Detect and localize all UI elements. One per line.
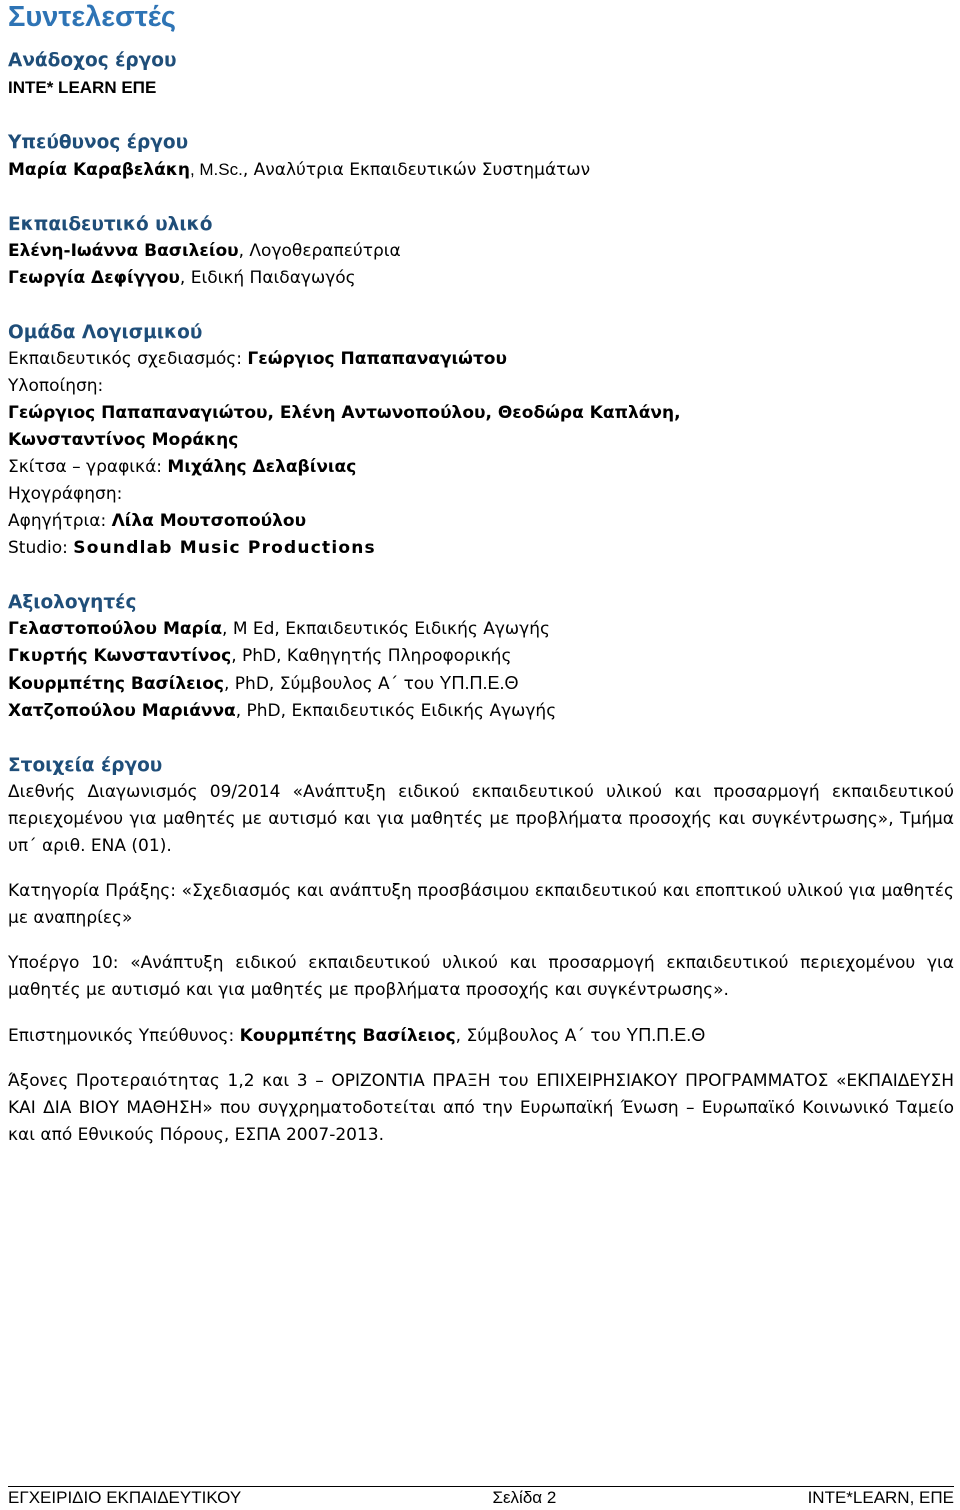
evaluator-name: Γκυρτής Κωνσταντίνος: [8, 646, 232, 666]
evaluator-4: [8, 698, 954, 725]
evaluator-details: , M Ed, Εκπαιδευτικός Ειδικής Αγωγής: [222, 619, 550, 639]
person-role: , Ειδική Παιδαγωγός: [179, 268, 356, 288]
scientific-manager-label: Επιστημονικός Υπεύθυνος:: [8, 1026, 240, 1046]
evaluators-heading: Αξιολογητές: [8, 592, 137, 613]
person-name: Ελένη-Ιωάννα Βασιλείου: [8, 241, 239, 261]
project-details-heading: Στοιχεία έργου: [8, 755, 163, 776]
project-manager-degree: , M.Sc.: [189, 160, 243, 179]
design-line: [8, 346, 954, 373]
educational-material-person-1: [8, 238, 954, 265]
footer-right: INTE*LEARN, ΕΠΕ: [807, 1488, 954, 1507]
subproject-paragraph: Υποέργο 10: «Ανάπτυξη ειδικού εκπαιδευτικού υλικού και προσαρμογή εκπαιδευτικού περιεχομένου για μαθητές με αυτισμό και για μαθητές με προβλήματα προσοχής και συγκέντρωσης».: [8, 953, 954, 1000]
evaluator-3: [8, 670, 954, 698]
footer-left: ΕΓΧΕΙΡΙΔΙΟ ΕΚΠΑΙΔΕΥΤΙΚΟΥ: [8, 1488, 242, 1507]
page-title: Συντελεστές: [8, 1, 176, 33]
evaluator-name: Γελαστοπούλου Μαρία: [8, 619, 223, 639]
evaluator-details: , PhD, Καθηγητής Πληροφορικής: [231, 646, 512, 666]
project-manager-name: Μαρία Καραβελάκη: [8, 160, 190, 180]
evaluator-name: Χατζοπούλου Μαριάννα: [8, 701, 236, 721]
studio-line: [8, 535, 954, 562]
narrator-label: Αφηγήτρια:: [8, 511, 112, 531]
contractor-heading: Ανάδοχος έργου: [8, 50, 177, 71]
section-contractor: [8, 47, 954, 102]
section-software-team: [8, 319, 954, 562]
evaluator-name: Κουρμπέτης Βασίλειος: [8, 674, 224, 694]
project-manager-line: [8, 156, 954, 184]
project-manager-heading: Υπεύθυνος έργου: [8, 132, 189, 153]
studio-name: Soundlab Music Productions: [73, 538, 376, 558]
evaluator-org: ΥΠ.Π.Ε.Θ: [439, 673, 519, 693]
evaluator-details: , PhD, Εκπαιδευτικός Ειδικής Αγωγής: [235, 701, 557, 721]
section-project-details: [8, 752, 954, 1149]
section-educational-material: [8, 211, 954, 292]
tender-paragraph: Διεθνής Διαγωνισμός 09/2014 «Ανάπτυξη ειδικού εκπαιδευτικού υλικού και προσαρμογή εκπαιδευτικού περιεχομένου για μαθητές με αυτισμό και για μαθητές με προβλήματα προσοχής και συγκέντρωσης», Τμήμα υπ΄ αριθ. ΕΝΑ (01).: [8, 782, 954, 856]
audio-label: Ηχογράφηση:: [8, 484, 123, 504]
sketch-label: Σκίτσα – γραφικά:: [8, 457, 168, 477]
evaluator-2: [8, 643, 954, 670]
person-role: , Λογοθεραπεύτρια: [238, 241, 401, 261]
narrator-name: Λίλα Μουτσοπούλου: [111, 511, 307, 531]
scientific-manager-org: ΥΠ.Π.Ε.Θ: [626, 1025, 706, 1045]
educational-material-person-2: [8, 265, 954, 292]
scientific-manager-role: , Σύμβουλος Α΄ του: [455, 1026, 627, 1046]
implementation-names-2: Κωνσταντίνος Μοράκης: [8, 430, 239, 450]
project-manager-role: , Αναλύτρια Εκπαιδευτικών Συστημάτων: [242, 160, 591, 180]
evaluator-details: , PhD, Σύμβουλος Α΄ του: [223, 674, 440, 694]
person-name: Γεωργία Δεφίγγου: [8, 268, 180, 288]
design-label: Εκπαιδευτικός σχεδιασμός:: [8, 349, 248, 369]
contractor-name: [8, 74, 954, 102]
sketch-line: [8, 454, 954, 481]
scientific-manager-name: Κουρμπέτης Βασίλειος: [239, 1026, 456, 1046]
design-name: Γεώργιος Παπαπαναγιώτου: [247, 349, 507, 369]
action-category-paragraph: Κατηγορία Πράξης: «Σχεδιασμός και ανάπτυξη προσβάσιμου εκπαιδευτικού και εποπτικού υλικού για μαθητές με αναπηρίες»: [8, 881, 954, 928]
narrator-line: [8, 508, 954, 535]
page-footer: [8, 1486, 954, 1509]
section-evaluators: [8, 589, 954, 725]
educational-material-heading: Εκπαιδευτικό υλικό: [8, 214, 213, 235]
implementation-label: Υλοποίηση:: [8, 376, 104, 396]
studio-label: Studio:: [8, 538, 74, 558]
implementation-names-1: Γεώργιος Παπαπαναγιώτου, Ελένη Αντωνοπούλου, Θεοδώρα Καπλάνη,: [8, 403, 681, 423]
sketch-name: Μιχάλης Δελαβίνιας: [167, 457, 357, 477]
evaluator-1: [8, 616, 954, 643]
footer-page-number: Σελίδα 2: [492, 1488, 557, 1507]
contractor-name-text: INTE* LEARN ΕΠΕ: [8, 78, 157, 97]
priority-axes-paragraph: Άξονες Προτεραιότητας 1,2 και 3 – ΟΡΙΖΟΝΤΙΑ ΠΡΑΞΗ του ΕΠΙΧΕΙΡΗΣΙΑΚΟΥ ΠΡΟΓΡΑΜΜΑΤΟΣ «ΕΚΠΑΙΔΕΥΣΗ ΚΑΙ ΔΙΑ ΒΙΟΥ ΜΑΘΗΣΗ» που συγχρηματοδοτείται από την Ευρωπαϊκή Ένωση – Ευρωπαϊκό Κοινωνικό Ταμείο και από Εθνικούς Πόρους, ΕΣΠΑ 2007-2013.: [8, 1071, 954, 1145]
section-project-manager: [8, 129, 954, 184]
document-page: [8, 0, 954, 1149]
scientific-manager-line: [8, 1022, 954, 1050]
software-team-heading: Ομάδα Λογισμικού: [8, 322, 203, 343]
